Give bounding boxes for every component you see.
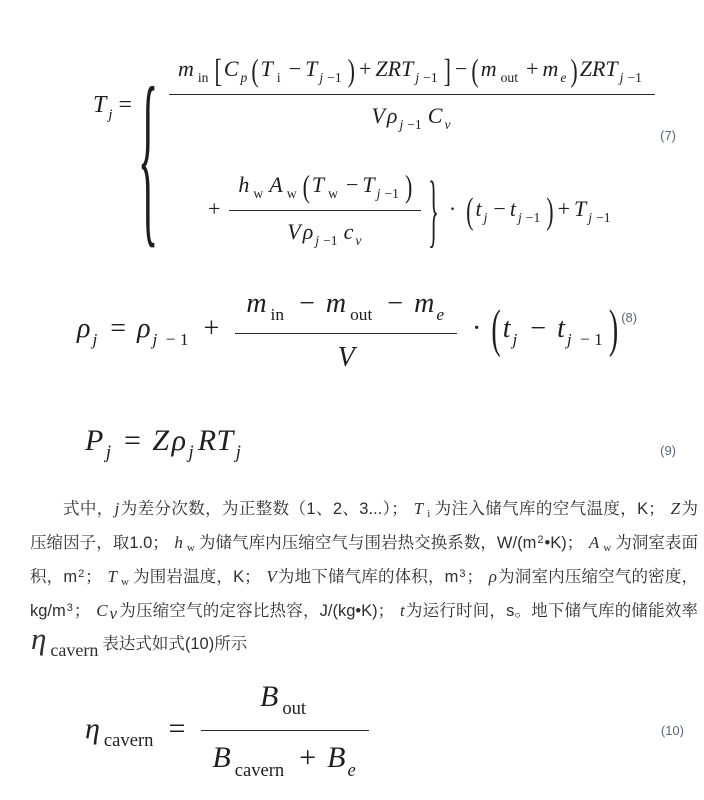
math-token: +: [526, 56, 539, 81]
math-token: h: [174, 533, 183, 552]
math-token: [152, 330, 192, 349]
math-token: out: [350, 304, 373, 324]
math-token: [517, 210, 543, 225]
stretch-delimiter: (: [466, 188, 474, 232]
math-token: T: [305, 56, 318, 81]
stretch-delimiter: ): [570, 52, 578, 89]
math-token: 2: [537, 534, 544, 546]
math-token: [274, 70, 284, 85]
math-token: 为地下储气库的体积，m: [277, 568, 459, 586]
math-token: P: [85, 424, 104, 457]
math-token: 为注入储气库的空气温度，K；: [434, 500, 670, 518]
math-token: m: [325, 288, 347, 319]
math-token: [537, 534, 543, 546]
math-token: [459, 568, 465, 580]
math-token: [107, 107, 113, 123]
math-token: +: [299, 741, 317, 775]
math-token: =: [124, 424, 142, 457]
math-token: ZRT: [579, 56, 618, 81]
math-token: ZRT: [375, 56, 414, 81]
math-token: 为洞室内压缩空气的密度，kg/m: [30, 568, 699, 620]
math-token: [118, 576, 132, 588]
math-token: −1: [327, 70, 342, 86]
math-token: −: [345, 172, 359, 197]
math-token: h: [238, 172, 250, 197]
stretch-delimiter: ): [347, 52, 355, 89]
math-token: m: [480, 56, 497, 81]
math-token: T: [574, 195, 587, 221]
denominator: [235, 333, 457, 374]
math-token: i: [427, 508, 431, 520]
math-token: [279, 698, 309, 719]
math-token: w: [120, 576, 129, 588]
math-token: t: [399, 601, 405, 620]
equation-9: [84, 424, 244, 464]
math-token: [346, 760, 356, 781]
denominator: [169, 94, 655, 135]
math-token: v: [444, 117, 451, 133]
math-token: +: [203, 313, 220, 345]
stretch-delimiter: [: [214, 51, 222, 89]
math-token: m: [542, 56, 559, 81]
equation-7-line2: [205, 162, 616, 256]
math-token: − 1: [575, 330, 603, 350]
math-token: η: [85, 711, 100, 745]
math-token: [314, 233, 340, 248]
math-token: +: [557, 195, 571, 221]
math-token: [91, 330, 98, 349]
math-token: [483, 210, 489, 225]
math-token: 为差分次数，为正整数（1、2、3...）；: [120, 500, 413, 518]
stretch-delimiter: (: [491, 300, 501, 360]
math-token: 2: [78, 568, 85, 580]
math-token: m: [178, 56, 194, 81]
numerator: [201, 678, 368, 730]
math-token: [566, 330, 606, 349]
math-token: m: [414, 288, 435, 319]
math-token: [78, 568, 84, 580]
math-token: ·: [448, 195, 457, 221]
math-token: [188, 442, 195, 463]
math-token: −: [530, 313, 547, 345]
math-token: A: [588, 533, 600, 552]
math-token: C: [96, 601, 108, 620]
equation-7-lhs: [92, 92, 135, 124]
math-token: j: [566, 330, 572, 350]
math-token: T: [413, 499, 424, 518]
math-token: −1: [596, 209, 611, 225]
math-token: [325, 186, 341, 201]
math-token: j: [105, 442, 111, 464]
math-token: [619, 70, 645, 85]
math-token: [318, 70, 344, 85]
math-token: ρ: [137, 313, 151, 345]
math-token: w: [603, 542, 612, 554]
math-token: [398, 117, 424, 132]
stretch-delimiter: ]: [443, 51, 451, 89]
math-token: 为运行时间，s。地下储气库的储能效率: [405, 602, 699, 620]
math-token: j: [188, 442, 194, 464]
math-token: [240, 70, 249, 85]
math-token: 3: [459, 568, 466, 580]
math-token: [105, 442, 112, 463]
math-token: e: [560, 70, 567, 86]
math-token: j: [108, 106, 113, 123]
math-token: j: [376, 186, 381, 202]
fraction: [229, 170, 421, 251]
fraction: [235, 288, 457, 374]
stretch-delimiter: (: [302, 168, 310, 205]
math-token: [600, 542, 614, 554]
math-token: V: [266, 567, 277, 586]
math-token: j: [315, 233, 320, 249]
math-token: −: [387, 288, 404, 319]
math-token: 为储气库内压缩空气与围岩热交换系数，W/(m: [198, 534, 537, 552]
math-token: Z: [670, 499, 681, 518]
math-token: [235, 442, 242, 463]
math-token: ρ: [171, 424, 187, 457]
math-token: cavern: [234, 759, 285, 781]
math-token: [184, 542, 198, 554]
numerator: [169, 51, 655, 94]
math-token: −: [493, 195, 506, 221]
numerator: [235, 288, 457, 333]
denominator: [201, 730, 368, 783]
math-token: m: [246, 288, 267, 319]
math-token: T: [311, 172, 325, 197]
math-token: j: [92, 330, 98, 350]
math-token: [232, 760, 288, 781]
math-token: out: [500, 70, 519, 86]
math-token: cavern: [103, 730, 154, 752]
fraction: [201, 678, 368, 784]
math-token: j: [512, 330, 518, 350]
math-token: [101, 730, 157, 751]
math-token: [354, 233, 362, 248]
equation-7-number: (7): [660, 128, 676, 143]
math-token: [109, 604, 119, 623]
math-token: 为洞室表面积，m: [30, 534, 698, 586]
variable-definitions-paragraph: [30, 496, 698, 663]
math-token: [195, 70, 212, 85]
math-token: w: [328, 186, 338, 202]
math-token: 式中，: [63, 500, 114, 518]
math-token: •K)；: [544, 534, 588, 552]
math-token: j: [114, 499, 120, 518]
math-token: η: [31, 621, 47, 656]
math-token: [250, 186, 266, 201]
equation-10-number: (10): [660, 723, 684, 738]
math-token: e: [436, 304, 445, 324]
math-token: c: [343, 219, 354, 245]
math-token: ；: [466, 568, 488, 586]
math-token: [268, 305, 288, 324]
math-token: j: [399, 117, 404, 133]
math-token: [47, 640, 101, 660]
math-token: j: [235, 442, 241, 464]
math-token: t: [509, 195, 516, 221]
math-token: in: [270, 304, 285, 324]
math-token: j: [152, 330, 158, 350]
math-token: t: [475, 195, 482, 221]
math-token: j: [588, 209, 593, 225]
math-token: RT: [197, 424, 234, 457]
math-token: w: [186, 542, 195, 554]
math-token: v: [355, 233, 362, 249]
math-token: =: [110, 313, 127, 345]
math-token: t: [557, 313, 565, 345]
denominator: [229, 210, 421, 251]
math-token: ·: [472, 313, 482, 345]
equation-9-number: (9): [660, 443, 676, 458]
math-token: T: [260, 56, 273, 81]
brace-glyph: {: [137, 45, 159, 265]
math-token: 为围岩温度，K；: [132, 568, 266, 586]
math-token: =: [168, 711, 186, 745]
stretch-delimiter: ): [546, 188, 554, 232]
math-token: −1: [525, 209, 541, 225]
math-token: [435, 305, 445, 324]
math-token: p: [240, 70, 248, 86]
math-token: [284, 186, 300, 201]
math-token: +: [208, 195, 221, 221]
equation-7: [0, 20, 704, 268]
math-token: −1: [407, 117, 422, 133]
math-token: −1: [627, 70, 642, 86]
math-token: T: [107, 567, 117, 586]
math-token: j: [619, 70, 624, 86]
math-token: +: [359, 56, 372, 81]
math-token: V: [337, 341, 355, 373]
math-token: T: [362, 172, 375, 197]
math-token: A: [269, 172, 283, 197]
equation-7-line1: [163, 51, 661, 135]
math-token: j: [517, 209, 522, 225]
math-token: 为压缩空气的定容比热容，J/(kg•K)；: [119, 602, 399, 620]
math-token: e: [347, 759, 356, 781]
math-token: [498, 70, 521, 85]
math-token: C: [427, 103, 443, 129]
math-token: j: [483, 209, 488, 225]
math-token: ρ: [77, 313, 91, 345]
math-token: −1: [423, 70, 438, 86]
math-token: ρ: [302, 219, 314, 245]
math-token: −: [299, 288, 315, 319]
math-token: ρ: [488, 567, 497, 586]
math-token: [587, 210, 613, 225]
math-token: C: [223, 56, 239, 81]
math-token: [67, 602, 73, 614]
stretch-delimiter: ): [608, 300, 619, 360]
math-token: ρ: [386, 103, 398, 129]
math-token: −1: [384, 186, 399, 202]
math-token: [347, 305, 375, 324]
math-token: − 1: [161, 330, 189, 350]
stretch-delimiter: }: [428, 162, 439, 256]
math-token: B: [260, 680, 279, 713]
equation-8: [76, 288, 637, 374]
math-token: [621, 310, 637, 325]
math-token: T: [93, 92, 107, 118]
math-token: ；: [85, 568, 107, 586]
math-token: [424, 508, 433, 520]
equation-10: [84, 678, 375, 784]
math-token: [511, 330, 518, 349]
math-token: [376, 186, 402, 201]
math-token: −: [288, 56, 302, 81]
math-token: [414, 70, 440, 85]
math-token: out: [282, 698, 307, 720]
stretch-delimiter: ): [404, 168, 413, 205]
math-token: in: [197, 70, 209, 86]
math-token: V: [287, 219, 301, 245]
math-token: j: [415, 70, 420, 86]
math-token: v: [109, 604, 118, 623]
math-token: −: [454, 56, 468, 81]
math-token: ；: [73, 602, 96, 620]
stretch-delimiter: (: [251, 52, 259, 89]
math-token: −1: [323, 233, 338, 249]
math-token: 为压缩因子，取1.0；: [30, 500, 699, 552]
math-token: t: [502, 313, 511, 345]
math-token: [559, 70, 567, 85]
math-token: i: [276, 70, 281, 86]
math-token: B: [212, 741, 231, 775]
math-token: B: [327, 741, 346, 775]
math-token: [443, 117, 451, 132]
math-token: cavern: [50, 640, 99, 660]
math-token: Z: [152, 424, 170, 457]
math-token: w: [286, 186, 297, 202]
fraction: [169, 51, 655, 135]
math-token: j: [319, 70, 324, 86]
left-curly-brace: [137, 45, 159, 265]
math-token: (8): [621, 310, 638, 326]
math-token: V: [371, 103, 385, 129]
numerator: [229, 170, 421, 210]
math-token: w: [253, 186, 264, 202]
stretch-delimiter: (: [471, 52, 479, 89]
math-token: =: [118, 92, 133, 118]
math-token: 3: [66, 602, 73, 614]
math-token: 表达式如式(10)所示: [102, 635, 248, 653]
